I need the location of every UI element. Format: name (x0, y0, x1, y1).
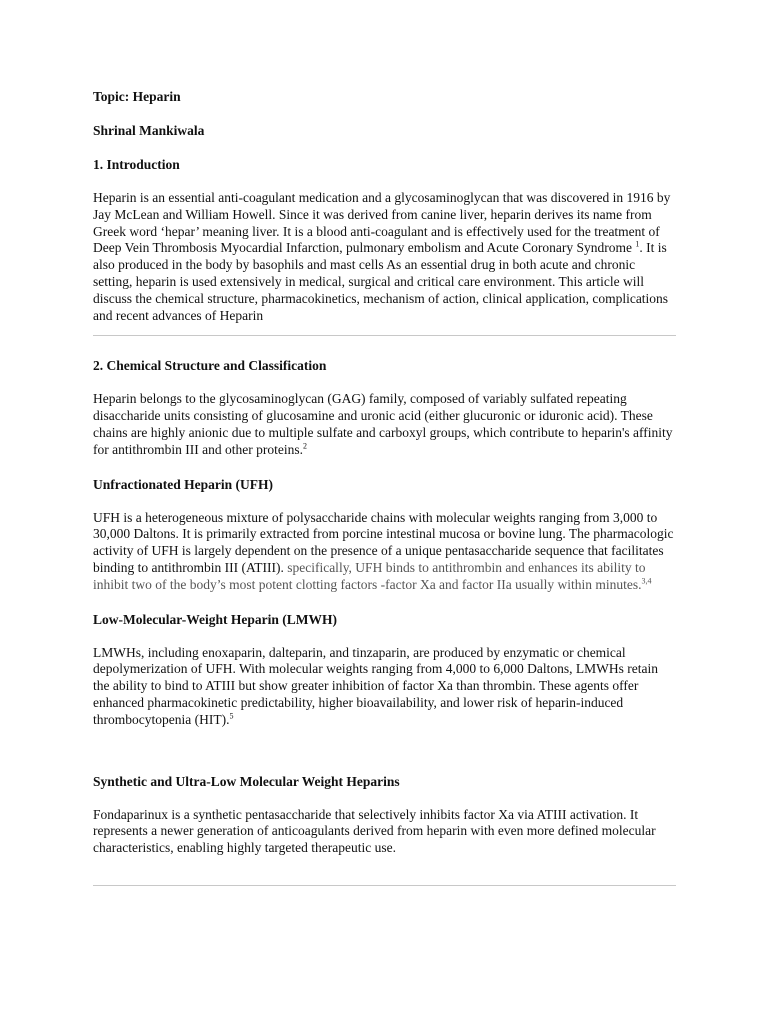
author-name: Shrinal Mankiwala (93, 123, 205, 138)
chemical-structure-text: Heparin belongs to the glycosaminoglycan (GAG) family, composed of variably sulfated repeating disaccharide units consisting of glucosamine and uronic acid (either glucuronic or iduronic acid). These chains are highly anionic due to multiple sulfate and carboxyl groups, which contribute to heparin's affinity for antithrombin III and other proteins. (93, 391, 673, 457)
lmwh-text: LMWHs, including enoxaparin, dalteparin, and tinzaparin, are produced by enzymatic or chemical depolymerization of UFH. With molecular weights ranging from 4,000 to 6,000 Daltons, LMWHs retain the ability to bind to ATIII but show greater inhibition of factor Xa than thrombin. These agents offer enhanced pharmacokinetic predictability, higher bioavailability, and lower risk of heparin-induced thrombocytopenia (HIT). (93, 644, 658, 727)
lmwh-paragraph (93, 645, 676, 729)
citation-5: 5 (229, 711, 234, 721)
intro-text-b: . It is also produced in the body by basophils and mast cells As an essential drug in both acute and chronic setting, heparin is used extensively in medical, surgical and critical care environment. This article will discuss the chemical structure, pharmacokinetics, mechanism of action, clinical application, complications and recent advances of Heparin (93, 240, 669, 323)
section-heading-introduction: 1. Introduction (93, 157, 180, 172)
subheading-ufh: Unfractionated Heparin (UFH) (93, 476, 273, 492)
citation-3-4: 3,4 (641, 576, 652, 586)
ufh-text-a: UFH is a heterogeneous mixture of polysaccharide chains with molecular weights ranging from 3,000 to 30,000 Daltons. It is primarily extracted from porcine intestinal mucosa or bovine lung. The pharmacologic activity of UFH is largely dependent on the presence of a unique pentasaccharide sequence that facilitates binding to antithrombin III (ATIII). (93, 509, 674, 575)
introduction-paragraph (93, 190, 676, 324)
document-page (93, 88, 676, 886)
ufh-text-b: specifically, UFH binds to antithrombin and enhances its ability to inhibit two of the body’s most potent clotting factors -factor Xa and factor IIa usually within minutes. (93, 559, 646, 592)
ufh-paragraph (93, 510, 676, 594)
citation-2: 2 (302, 441, 307, 451)
synthetic-paragraph: Fondaparinux is a synthetic pentasaccharide that selectively inhibits factor Xa via ATIII activation. It represents a newer generation of anticoagulants derived from heparin with even more defined molecular characteristics, enabling highly targeted therapeutic use. (93, 806, 656, 856)
topic-title: Topic: Heparin (93, 89, 181, 104)
section-heading-chemical-structure: 2. Chemical Structure and Classification (93, 358, 327, 374)
citation-1: 1 (635, 239, 640, 249)
intro-text-a: Heparin is an essential anti-coagulant medication and a glycosaminoglycan that was discovered in 1916 by Jay McLean and William Howell. Since it was derived from canine liver, heparin derives its name from Greek word ‘hepar’ meaning liver. It is a blood anti-coagulant and is effectively used for the treatment of Deep Vein Thrombosis Myocardial Infarction, pulmonary embolism and Acute Coronary Syndrome (93, 190, 671, 256)
subheading-synthetic-heparins: Synthetic and Ultra-Low Molecular Weight Heparins (93, 773, 400, 789)
section-divider-bottom (93, 885, 676, 886)
subheading-lmwh: Low-Molecular-Weight Heparin (LMWH) (93, 611, 337, 627)
chemical-structure-paragraph (93, 391, 676, 458)
